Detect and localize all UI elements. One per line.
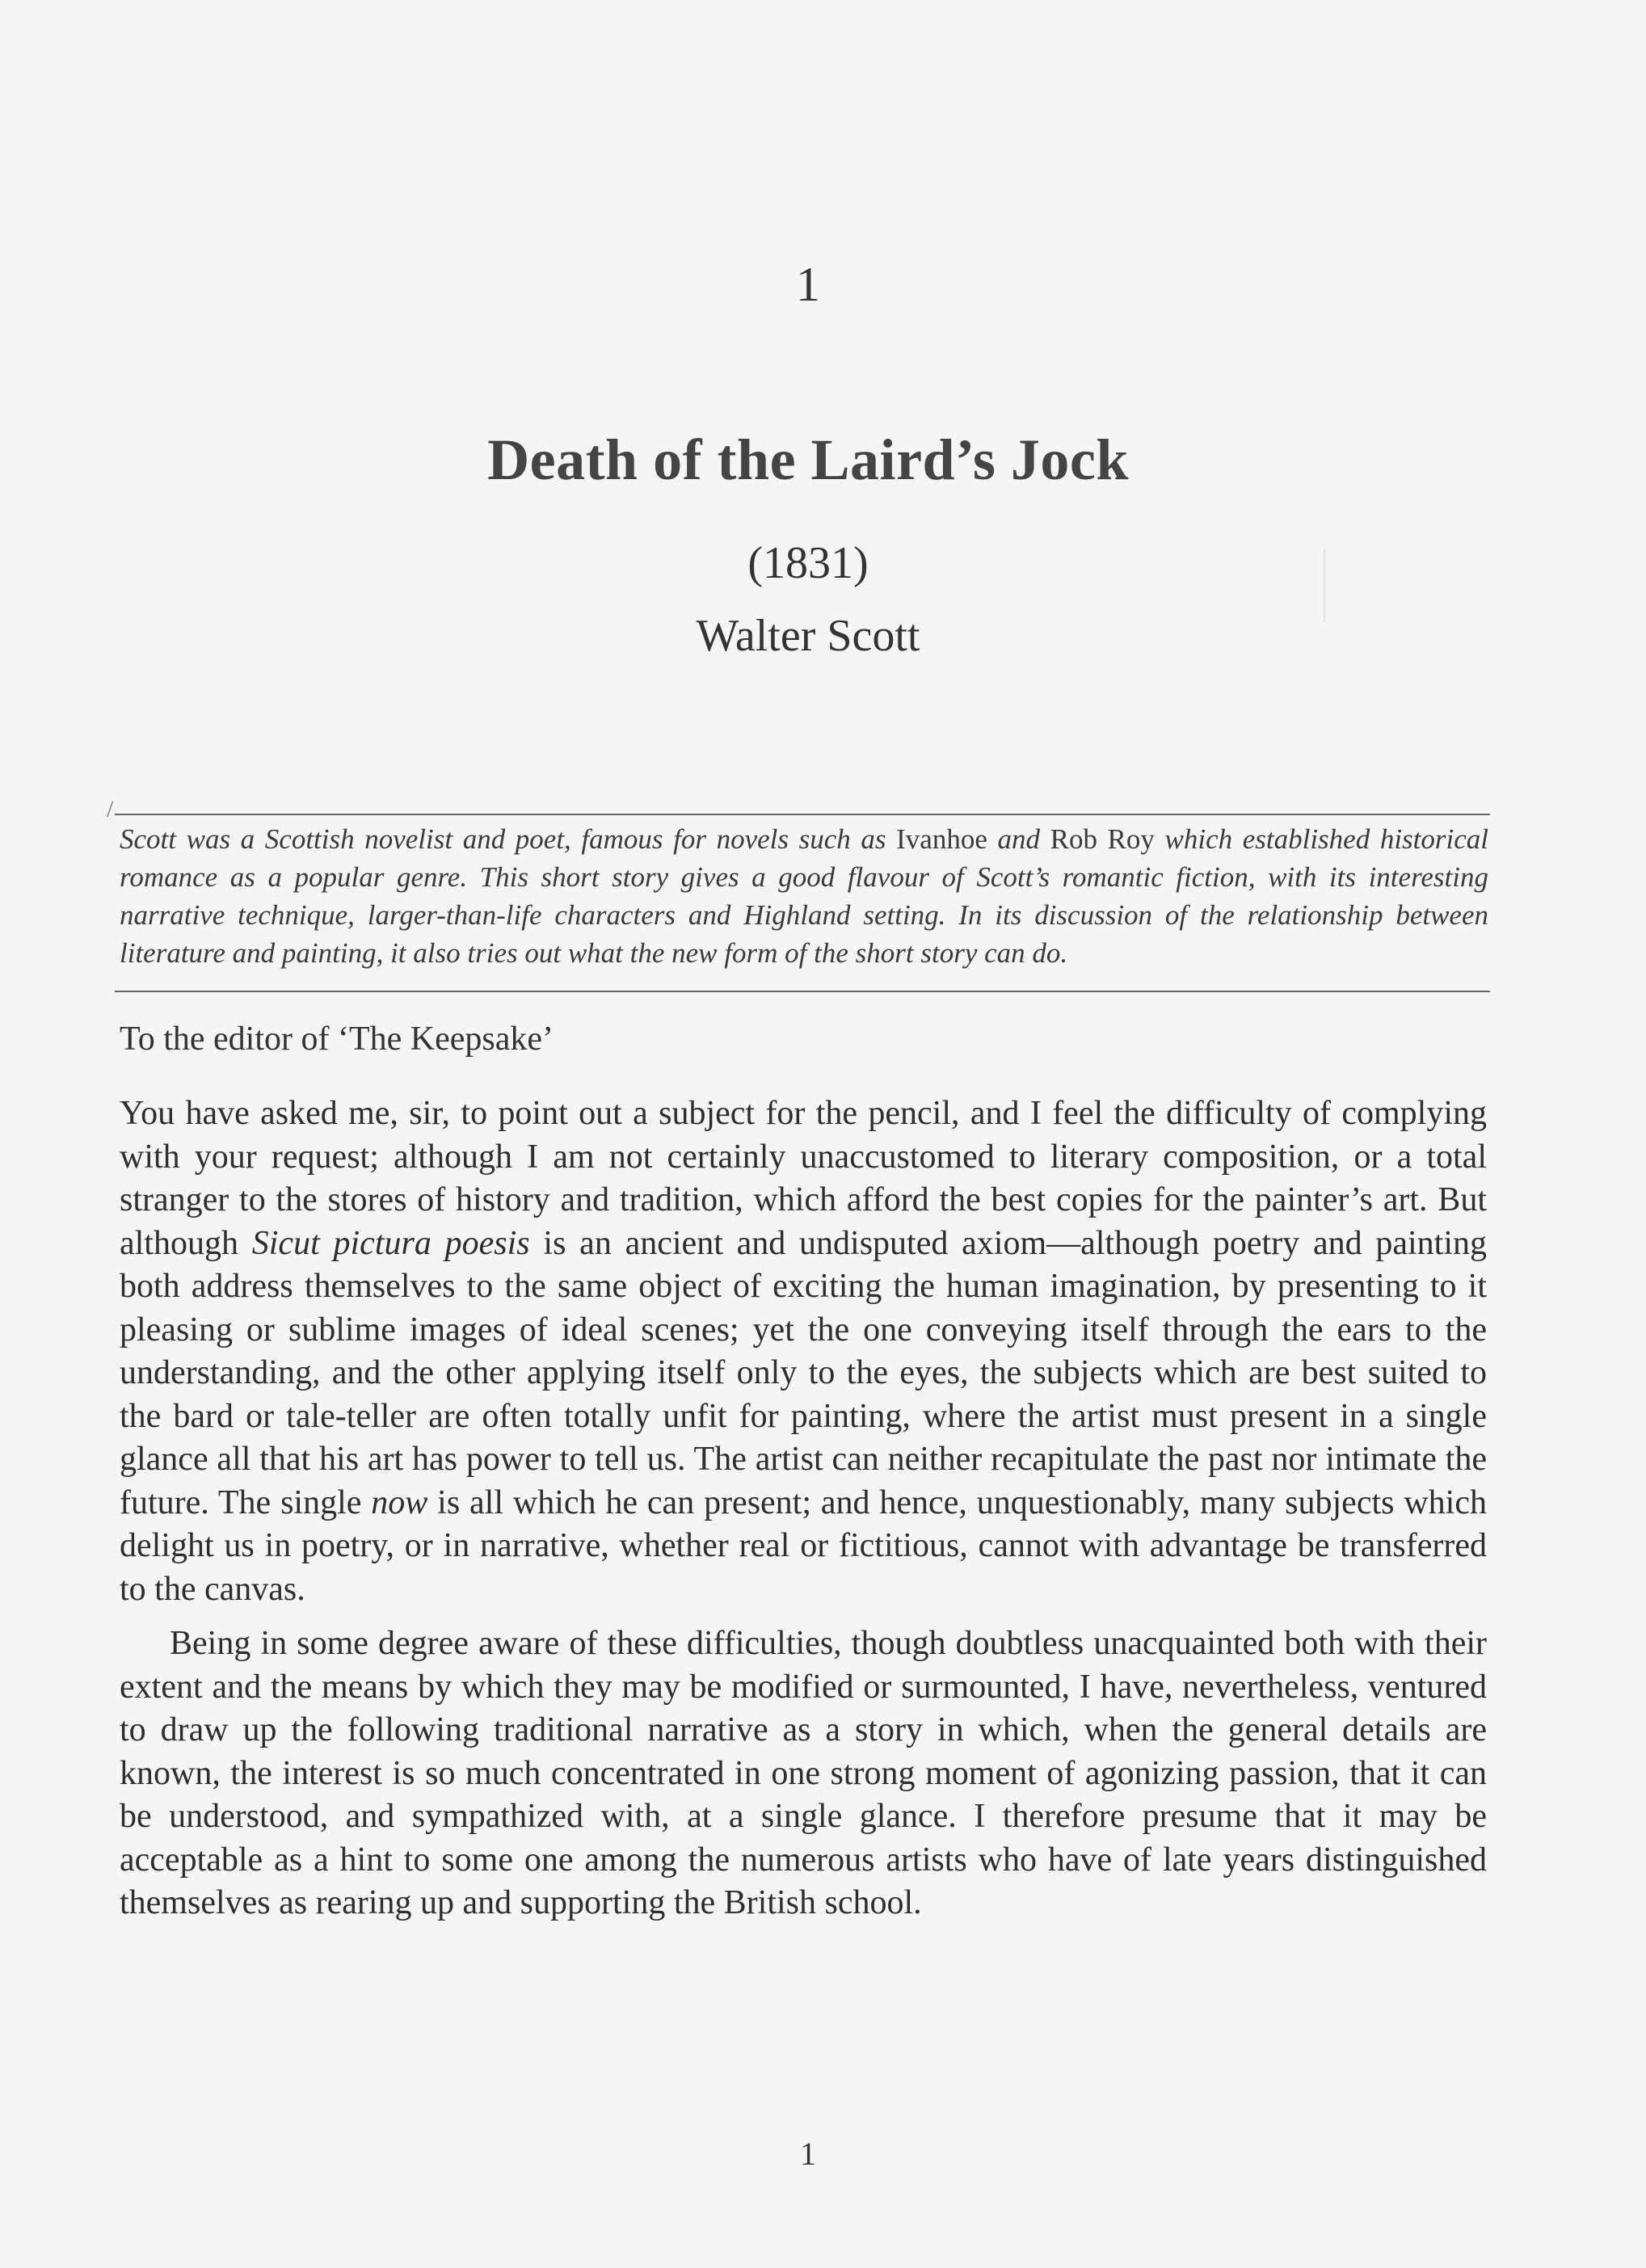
paragraph-1-emphasis-now: now [371,1483,428,1521]
page-number: 1 [800,2135,816,2172]
intro-top-rule [115,814,1490,815]
paragraph-1-text-c: is all which he can present; and hence, unquestionably, many subjects which delight us in poetry, or in narrative, whether real or fictitious, cannot with advantage be transferred to the canvas. [120,1483,1487,1608]
paragraph-2: Being in some degree aware of these difficulties, though doubtless unacquainted both with their extent and the means by which they may be modified or surmounted, I have, nevertheless, ventured to draw up the following traditional narrative as a story in which, when the general details are known, the interest is so much concentrated in one strong moment of agonizing passion, that it can be understood, and sympathized with, at a single glance. I therefore presume that it may be acceptable as a hint to some one among the numerous artists who have of late years distinguished themselves as rearing up and supporting the British school. [120,1625,1487,1921]
intro-note [120,820,1488,972]
chapter-year: (1831) [747,538,869,588]
pen-mark: / [107,796,114,823]
paragraph-1-text-a: You have asked me, sir, to point out a subject for the pencil, and I feel the difficulty of complying with your request; although I am not certainly unaccustomed to literary composition, or a total stranger to the stores of history and tradition, which afford the best copies for the painter’s art. But although [120,1095,1487,1262]
chapter-title: Death of the Laird’s Jock [487,427,1129,492]
intro-novel-rob-roy: Rob Roy [1050,823,1155,855]
paragraph-1 [120,1092,1487,1611]
chapter-author: Walter Scott [696,611,920,661]
intro-novel-ivanhoe: Ivanhoe [896,823,987,855]
intro-bottom-rule [115,991,1490,992]
intro-text-3: which established historical romance as a popular genre. This short story gives a good flavour of Scott’s romantic fiction, with its interesting narrative technique, larger-than-life characters and Highland setting. In its discussion of the relationship between literature and painting, it also tries out what the new form of the short story can do. [120,823,1488,969]
paragraph-1-latin-phrase: Sicut pictura poesis [251,1224,530,1262]
margin-mark [1324,549,1325,622]
body-text [120,1092,1487,1925]
paragraph-1-text-b: is an ancient and undisputed axiom—although poetry and painting both address themselves to the same object of exciting the human imagination, by presenting to it pleasing or sublime images of ideal scenes; yet the one conveying itself through the ears to the understanding, and the other applying itself only to the eyes, the subjects which are best suited to the bard or tale-teller are often totally unfit for painting, where the artist must present in a single glance all that his art has power to tell us. The artist can neither recapitulate the past nor intimate the future. The single [120,1224,1488,1521]
intro-text-1: Scott was a Scottish novelist and poet, famous for novels such as [120,823,897,855]
salutation: To the editor of ‘The Keepsake’ [120,1020,554,1058]
intro-text-2: and [987,823,1050,855]
chapter-number: 1 [796,258,820,311]
